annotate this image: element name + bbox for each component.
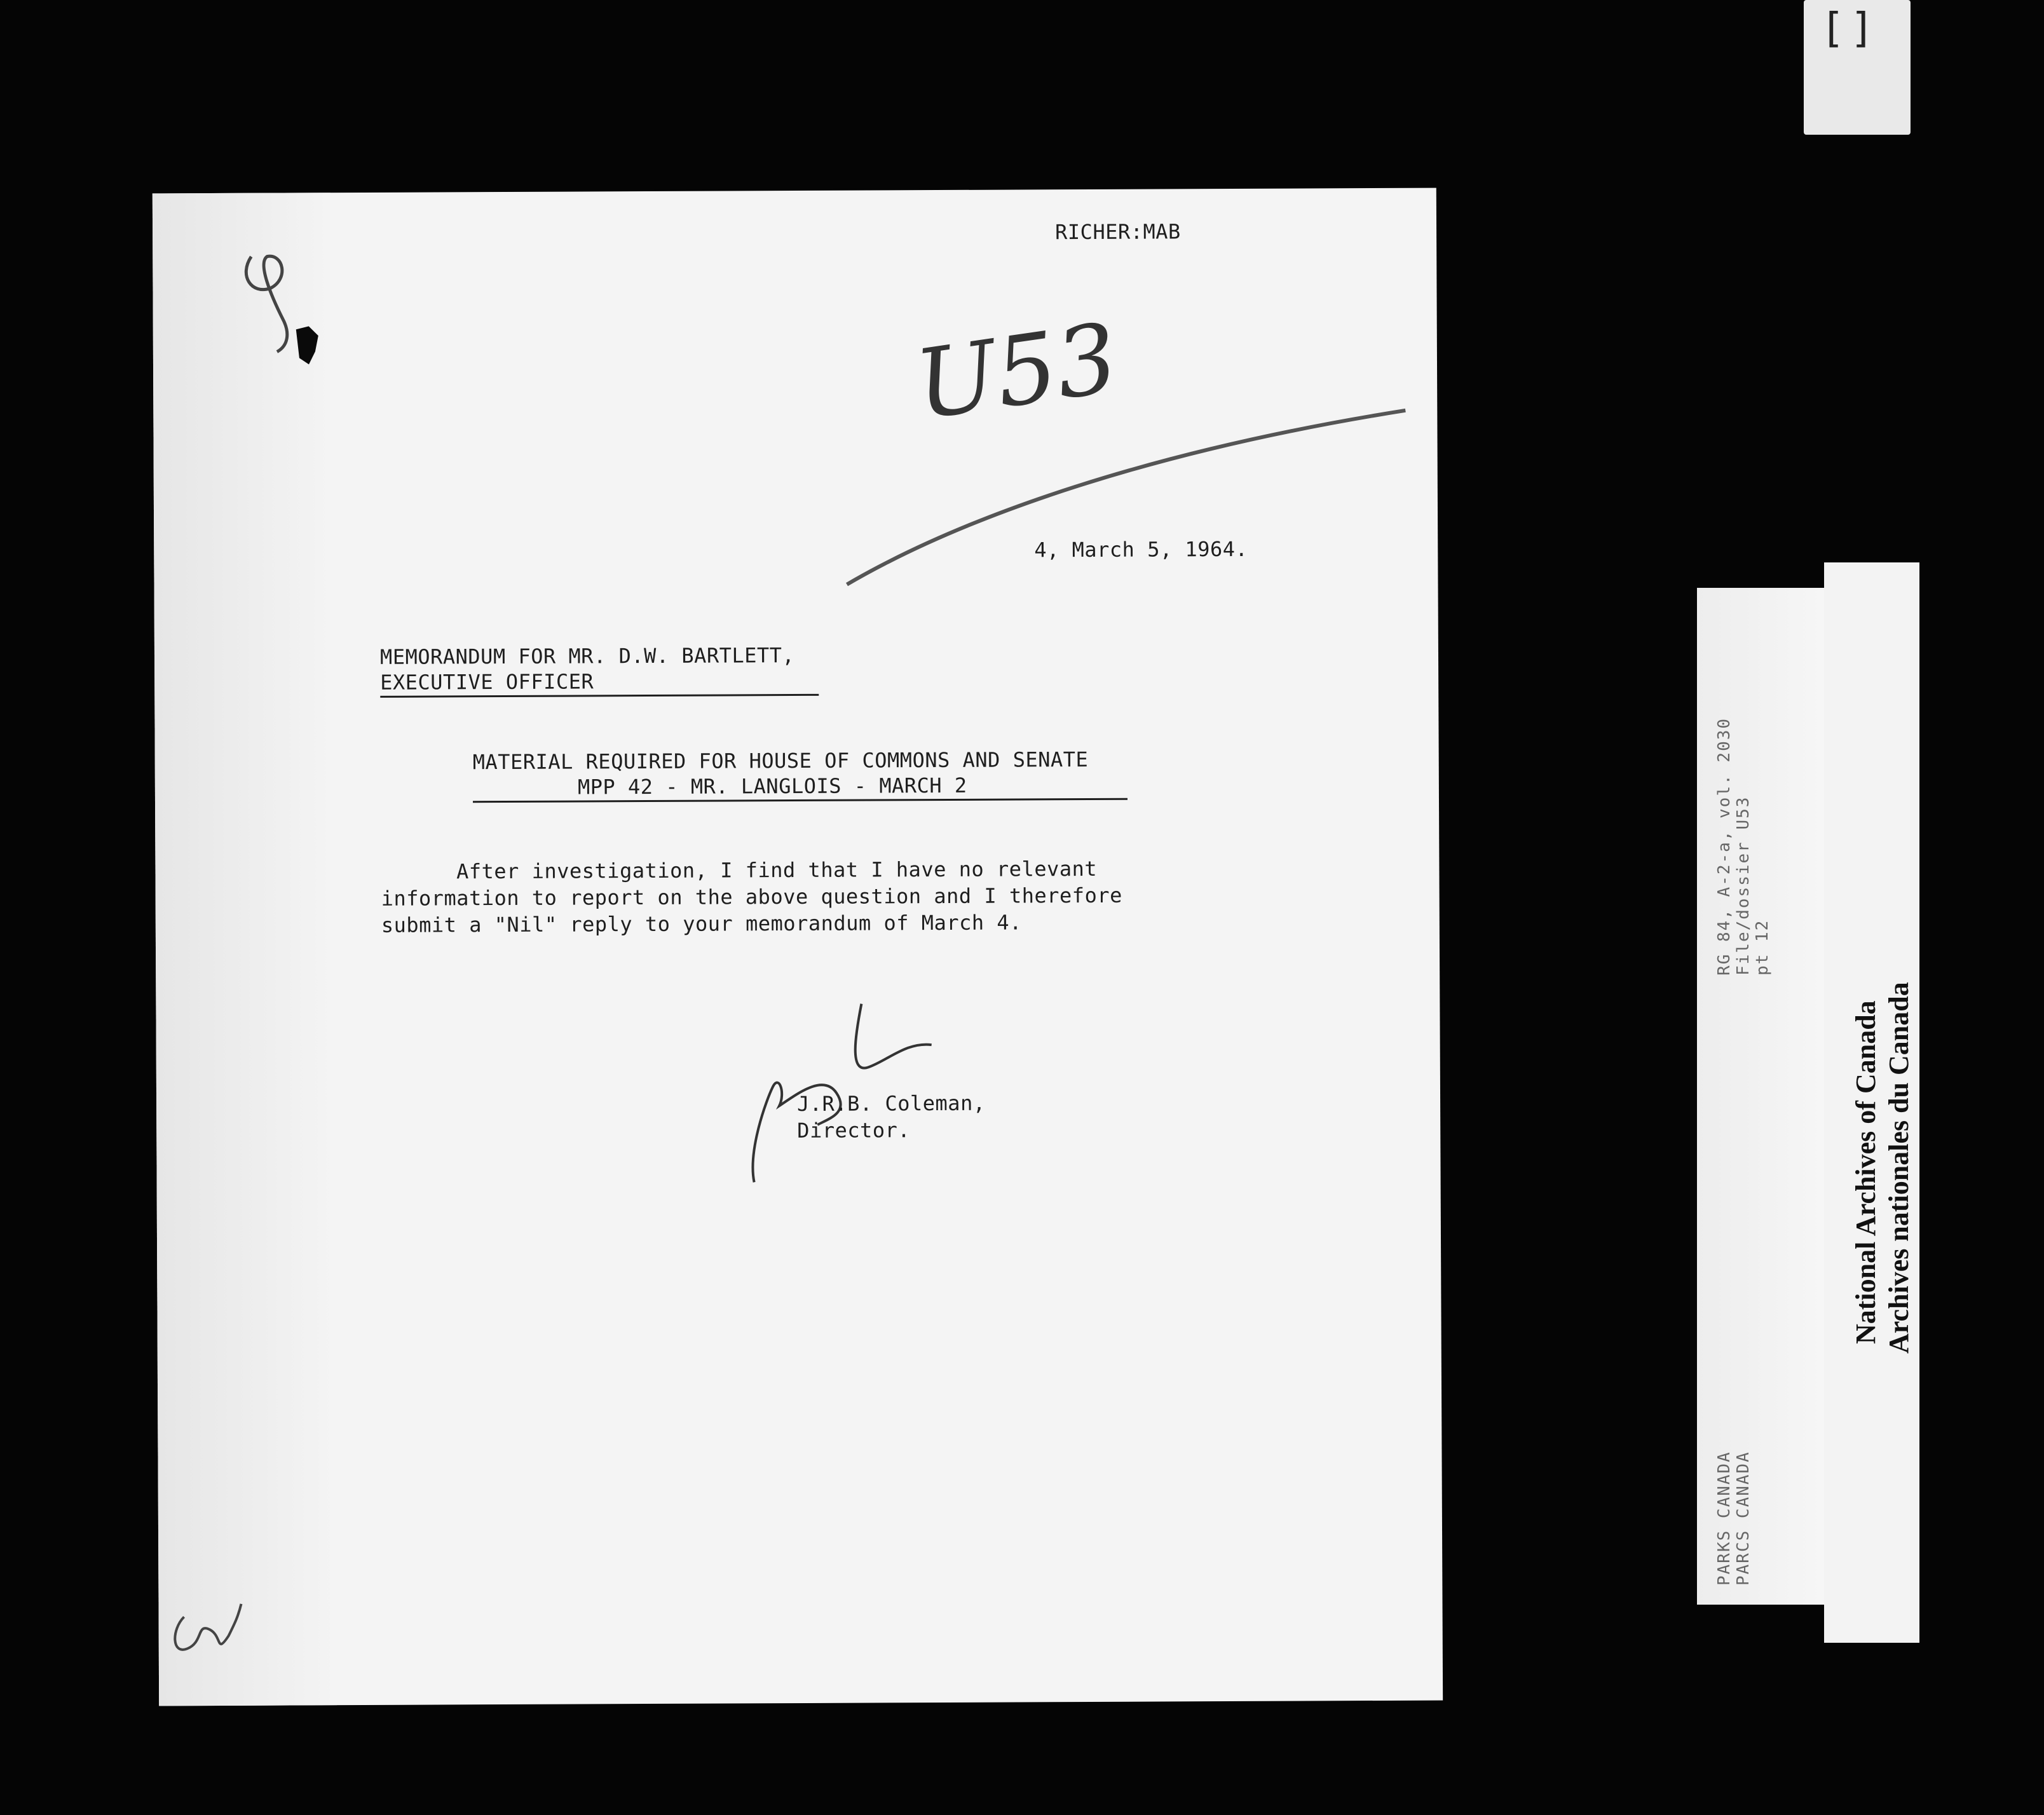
subject-line-2: MPP 42 - MR. LANGLOIS - MARCH 2 <box>577 773 967 799</box>
signatory-name: J.R.B. Coleman, <box>796 1091 986 1117</box>
archives-label-english: National Archives of Canada <box>1850 1000 1881 1344</box>
recipient-line-1: MEMORANDUM FOR MR. D.W. BARTLETT, <box>379 643 795 669</box>
body-line-3: submit a "Nil" reply to your memorandum of March 4. <box>381 910 1022 937</box>
subject-line-1: MATERIAL REQUIRED FOR HOUSE OF COMMONS AND SENATE <box>472 747 1089 775</box>
recipient-underline <box>380 694 819 698</box>
parks-canada-label-strip <box>1697 588 1824 1605</box>
reference-line-1: RG 84, A-2-a, vol. 2030 <box>1715 717 1734 975</box>
subject-underline <box>473 798 1128 803</box>
handwritten-file-number: U53 <box>909 302 1125 442</box>
memo-page <box>153 188 1443 1706</box>
signatory-title: Director. <box>797 1118 911 1143</box>
reference-line-3: pt 12 <box>1753 919 1772 975</box>
body-line-1: After investigation, I find that I have no relevant <box>381 856 1098 884</box>
national-archives-label-strip <box>1824 562 1919 1643</box>
handwritten-initial-mark <box>213 218 341 384</box>
reference-line-2: File/dossier U53 <box>1734 796 1753 975</box>
body-line-2: information to report on the above question and I therefore <box>381 883 1122 911</box>
reference-initials: RICHER:MAB <box>1055 219 1181 245</box>
handwritten-bottom-initials <box>158 1579 261 1681</box>
frame-marker-glyph: [] <box>1820 5 1880 52</box>
memo-date: 4, March 5, 1964. <box>1034 536 1248 562</box>
agency-line-1: PARKS CANADA <box>1715 1451 1734 1586</box>
recipient-line-2: EXECUTIVE OFFICER <box>380 669 594 695</box>
archives-label-french: Archives nationales du Canada <box>1883 982 1914 1354</box>
frame-marker <box>1804 0 1911 135</box>
agency-line-2: PARCS CANADA <box>1734 1451 1753 1586</box>
page-edge-shadow <box>153 193 337 1706</box>
handwritten-stroke <box>840 398 1412 591</box>
